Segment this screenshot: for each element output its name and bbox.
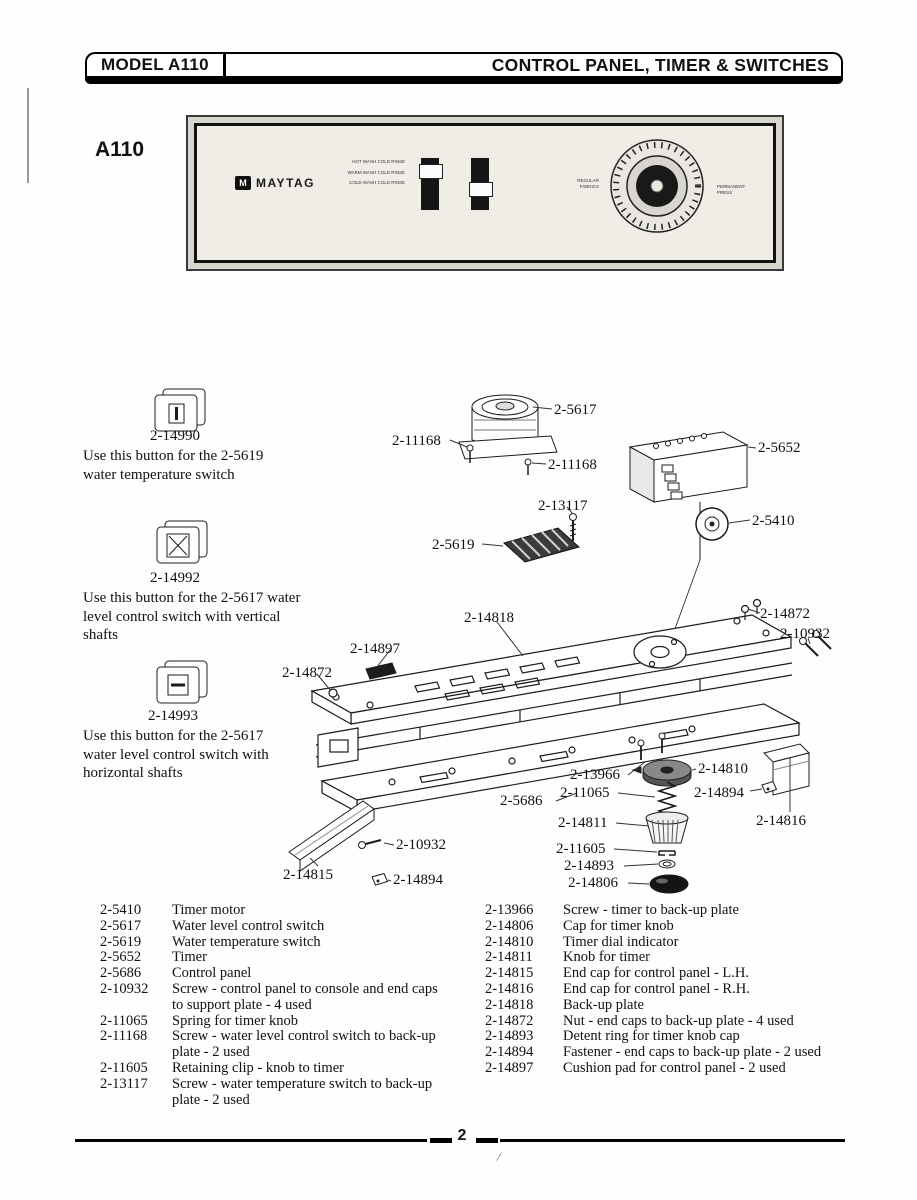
screw-10932-left-illustration (359, 840, 382, 849)
part-description: Water temperature switch (172, 933, 321, 950)
parts-row (485, 1045, 849, 1061)
part-number: 2-14811 (485, 949, 533, 966)
part-callout: 2-14894 (694, 785, 744, 801)
parts-row (485, 1014, 849, 1030)
parts-row (485, 982, 849, 998)
part-callout: 2-14894 (393, 872, 443, 888)
part-number: 2-11605 (100, 1059, 148, 1076)
part-number: 2-14818 (485, 996, 534, 1013)
part-description: Detent ring for timer knob cap (563, 1028, 740, 1045)
part-description: Knob for timer (563, 949, 650, 966)
part-callout: 2-11065 (560, 785, 610, 801)
part-callout: 2-5619 (432, 537, 475, 553)
part-number: 2-14815 (485, 965, 534, 982)
parts-row (485, 998, 849, 1014)
parts-row (485, 1061, 849, 1077)
part-number: 2-11168 (100, 1028, 148, 1045)
button-note: Use this button for the 2-5617 water level control switch with vertical shafts (83, 590, 301, 643)
parts-row (485, 935, 849, 951)
part-description: Control panel (172, 965, 252, 982)
part-description: Timer (172, 949, 207, 966)
part-number: 2-14816 (485, 980, 534, 997)
part-description: Cushion pad for control panel - 2 used (563, 1059, 786, 1076)
button-note: Use this button for the 2-5617 water level control switch with horizontal shafts (83, 728, 269, 781)
cushion-pad-illustration (366, 663, 396, 679)
part-callout: 2-5652 (758, 440, 801, 456)
backup-plate-illustration (312, 600, 791, 725)
footer-dash-left (430, 1138, 452, 1143)
button-icon-14990 (155, 389, 205, 431)
button-icon-14992 (157, 521, 207, 563)
model-label: MODEL A110 (87, 54, 226, 76)
part-number: 2-14806 (485, 917, 534, 934)
control-panel-bezel (194, 123, 776, 263)
part-description: Water level control switch (172, 917, 325, 934)
part-description: Timer dial indicator (563, 933, 679, 950)
part-description: End cap for control panel - L.H. (563, 965, 750, 982)
part-description: Fastener - end caps to back-up plate - 2 used (563, 1044, 822, 1061)
part-callout: 2-10932 (396, 837, 446, 853)
part-callout: 2-14806 (568, 875, 618, 891)
part-number: 2-10932 (100, 980, 149, 997)
part-number: 2-5686 (100, 965, 142, 982)
parts-list-left-column (100, 903, 442, 1108)
maytag-emblem-icon: M (235, 176, 251, 190)
temp-label: HOT WASH COLD RINSE (352, 159, 405, 164)
page-title: CONTROL PANEL, TIMER & SWITCHES (491, 54, 829, 75)
page-header (85, 52, 843, 84)
parts-row (100, 950, 442, 966)
parts-row (485, 903, 849, 919)
part-callout: 2-14816 (756, 813, 806, 829)
part-description: End cap for control panel - R.H. (563, 980, 750, 997)
part-description: Screw - water level control switch to back-up plate - 2 used (172, 1028, 436, 1061)
part-number: 2-5652 (100, 949, 142, 966)
dial-left-label: REGULAR FABRICS (577, 178, 599, 189)
part-description: Back-up plate (563, 996, 644, 1013)
part-callout: 2-5686 (500, 793, 543, 809)
part-number: 2-14894 (485, 1044, 534, 1061)
part-callout: 2-14818 (464, 610, 514, 626)
part-callout: 2-14811 (558, 815, 608, 831)
temp-label: WARM WASH COLD RINSE (347, 169, 405, 175)
part-number: 2-14810 (485, 933, 534, 950)
part-number: 2-14893 (485, 1028, 534, 1045)
timer-motor-illustration (696, 508, 728, 540)
part-number: 2-14872 (485, 1012, 534, 1029)
fastener-14894-bottom-illustration (372, 874, 388, 886)
part-number: 2-5619 (100, 933, 142, 950)
parts-row (100, 935, 442, 951)
temperature-setting-labels (345, 159, 405, 191)
button-icon-14993 (157, 661, 207, 703)
page-number: 2 (457, 1127, 467, 1144)
scan-artifact: / (495, 1148, 503, 1165)
timer-illustration (630, 432, 747, 648)
parts-row (100, 1014, 442, 1030)
parts-row (100, 982, 442, 1014)
part-callout: 2-13966 (570, 767, 620, 783)
footer-rule-left (75, 1139, 427, 1142)
parts-row (100, 1061, 442, 1077)
parts-row (100, 966, 442, 982)
part-description: Timer motor (172, 902, 246, 918)
end-cap-left-illustration (289, 801, 374, 871)
part-callout: 2-14897 (350, 641, 400, 657)
part-callout: 2-5410 (752, 513, 795, 529)
part-callout: 2-14893 (564, 858, 614, 874)
part-callout: 2-11168 (392, 433, 441, 449)
parts-row (485, 919, 849, 935)
footer-dash-right (476, 1138, 498, 1143)
temp-label: COLD WASH COLD RINSE (349, 180, 405, 185)
control-panel-illustration (186, 115, 784, 271)
part-callout: 2-14872 (760, 606, 810, 622)
part-description: Retaining clip - knob to timer (172, 1059, 344, 1076)
parts-list-right-column (485, 903, 849, 1077)
part-callout: 2-5617 (554, 402, 597, 418)
footer-rule-right (500, 1139, 845, 1142)
part-description: Nut - end caps to back-up plate - 4 used (563, 1012, 794, 1029)
part-number: 2-14897 (485, 1059, 534, 1076)
parts-row (100, 903, 442, 919)
panel-model-label: A110 (95, 138, 145, 161)
part-callout: 2-11168 (548, 457, 597, 473)
water-level-control-switch-illustration (459, 395, 557, 475)
part-number: 2-5617 (100, 917, 142, 934)
parts-row (100, 919, 442, 935)
part-number: 2-11065 (100, 1012, 148, 1029)
part-callout: 2-14872 (282, 665, 332, 681)
parts-row (485, 966, 849, 982)
button-part-number: 2-14990 (150, 428, 200, 444)
button-note: Use this button for the 2-5619 water temperature switch (83, 448, 264, 483)
part-callout: 2-14815 (283, 867, 333, 883)
part-description: Screw - control panel to console and end caps to support plate - 4 used (172, 980, 438, 1013)
parts-row (100, 1077, 442, 1109)
scan-artifact (27, 88, 29, 183)
water-level-switch-illustration (471, 158, 489, 210)
part-description: Screw - timer to back-up plate (563, 902, 739, 918)
part-number: 2-13117 (100, 1075, 148, 1092)
button-part-number: 2-14992 (150, 570, 200, 586)
water-temperature-switch-illustration (504, 528, 579, 562)
timer-dial-illustration (601, 130, 713, 242)
water-temp-switch-illustration (421, 158, 439, 210)
part-callout: 2-11605 (556, 841, 606, 857)
part-description: Cap for timer knob (563, 917, 674, 934)
part-number: 2-13966 (485, 902, 534, 918)
switch-knob (419, 164, 443, 179)
dial-right-label: PERMANENT PRESS (717, 184, 746, 195)
part-description: Spring for timer knob (172, 1012, 299, 1029)
screw-13117-illustration (570, 514, 577, 542)
parts-row (100, 1029, 442, 1061)
parts-row (485, 1029, 849, 1045)
brand-name: MAYTAG (256, 176, 316, 190)
part-callout: 2-10932 (780, 626, 830, 642)
part-callout: 2-14810 (698, 761, 748, 777)
part-callout: 2-13117 (538, 498, 588, 514)
switch-knob (469, 182, 493, 197)
maytag-logo (235, 176, 315, 190)
button-part-number: 2-14993 (148, 708, 198, 724)
part-description: Screw - water temperature switch to back-up plate - 2 used (172, 1075, 433, 1108)
parts-row (485, 950, 849, 966)
part-number: 2-5410 (100, 902, 142, 918)
